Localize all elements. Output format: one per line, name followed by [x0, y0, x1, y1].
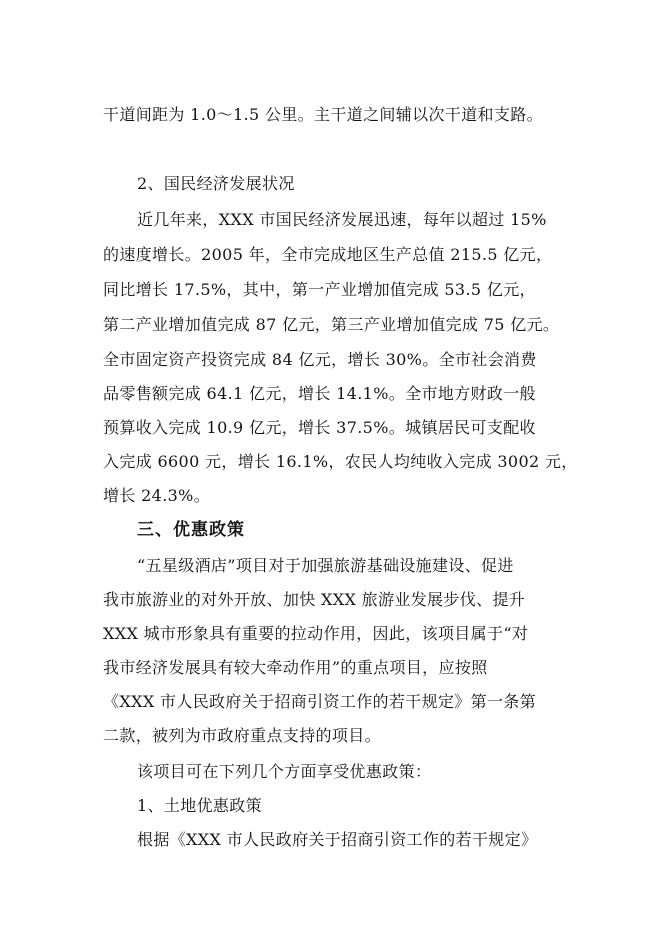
paragraph-line: 近几年来，XXX 市国民经济发展迅速，每年以超过 15% — [137, 210, 547, 229]
paragraph-line: 的速度增长。2005 年，全市完成地区生产总值 215.5 亿元， — [103, 245, 553, 264]
paragraph-line: 《XXX 市人民政府关于招商引资工作的若干规定》第一条第 — [103, 692, 537, 711]
paragraph-line: 全市固定资产投资完成 84 亿元，增长 30%。全市社会消费 — [103, 350, 537, 369]
paragraph-line: XXX 城市形象具有重要的拉动作用，因此，该项目属于“对 — [103, 624, 529, 643]
paragraph-line: 根据《XXX 市人民政府关于招商引资工作的若干规定》 — [137, 830, 538, 849]
paragraph-line: 品零售额完成 64.1 亿元，增长 14.1%。全市地方财政一般 — [103, 384, 536, 403]
paragraph-line: 增长 24.3%。 — [103, 486, 211, 505]
paragraph-line: 我市旅游业的对外开放、加快 XXX 旅游业发展步伐、提升 — [103, 590, 526, 609]
paragraph-line: 入完成 6600 元，增长 16.1%，农民人均纯收入完成 3002 元， — [103, 452, 578, 471]
paragraph-line: 预算收入完成 10.9 亿元，增长 37.5%。城镇居民可支配收 — [103, 418, 536, 437]
section-subheading: 1、土地优惠政策 — [137, 796, 262, 815]
paragraph-line: 第二产业增加值完成 87 亿元，第三产业增加值完成 75 亿元。 — [103, 315, 560, 334]
paragraph-line: 我市经济发展具有较大牵动作用”的重点项目，应按照 — [103, 658, 488, 677]
paragraph-line: 同比增长 17.5%，其中，第一产业增加值完成 53.5 亿元， — [103, 280, 536, 299]
paragraph-line: 干道间距为 1.0～1.5 公里。主干道之间辅以次干道和支路。 — [103, 105, 543, 124]
section-subheading: 2、国民经济发展状况 — [137, 174, 295, 193]
paragraph-line: 该项目可在下列几个方面享受优惠政策： — [137, 762, 432, 781]
paragraph-line: “五星级酒店”项目对于加强旅游基础设施建设、促进 — [137, 556, 514, 575]
section-heading: 三、优惠政策 — [137, 520, 245, 540]
paragraph-line: 二款，被列为市政府重点支持的项目。 — [103, 726, 381, 745]
